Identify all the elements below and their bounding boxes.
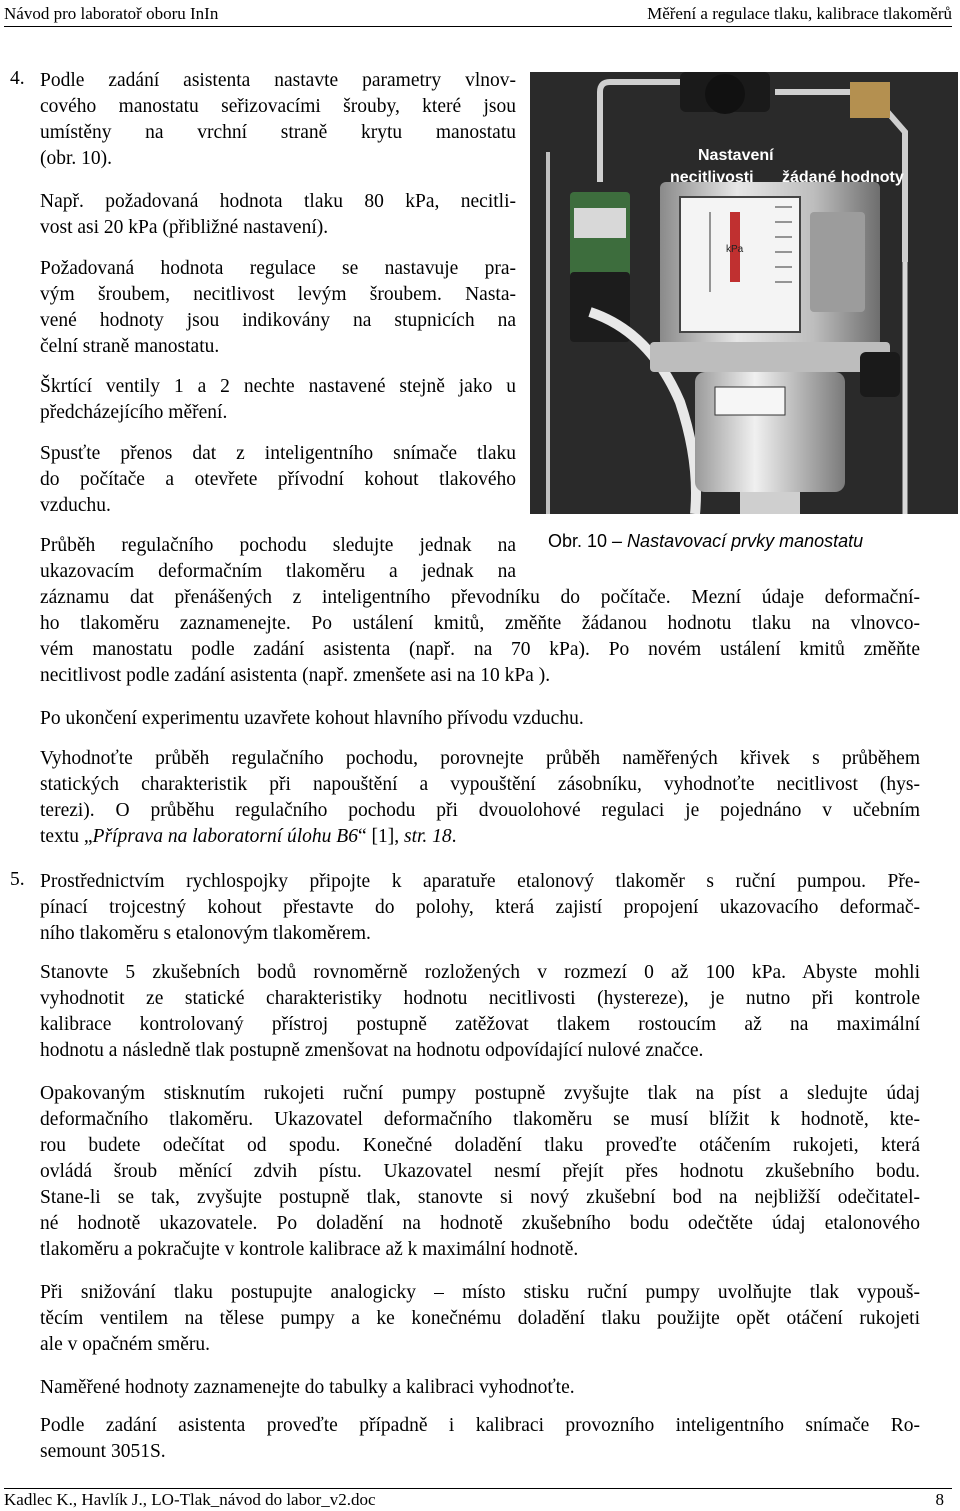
text-line: ovládá šroub měnící zdvih pístu. Ukazovatel nesmí přejít přes hodnotu zkušebního bodu. [40, 1161, 920, 1182]
paragraph-course-wide [40, 585, 920, 689]
text-line: předcházejícího měření. [40, 402, 228, 423]
paragraph-end-experiment: Po ukončení experimentu uzavřete kohout hlavního přívodu vzduchu. [40, 708, 584, 729]
paragraph-intro [40, 68, 516, 172]
header-left: Návod pro laboratoř oboru InIn [4, 4, 219, 23]
gauge-unit: kPa [726, 244, 744, 255]
figure-label-setting: Nastavení [698, 147, 774, 164]
footer-document: Kadlec K., Havlík J., LO-Tlak_návod do labor_v2.doc [4, 1490, 376, 1509]
paragraph-valves [40, 374, 516, 426]
text-line: záznamu dat přenášených z inteligentního převodníku do počítače. Mezní údaje deformační- [40, 587, 920, 608]
text-line: Průběh regulačního pochodu sledujte jednak na [40, 535, 516, 556]
paragraph-test-points [40, 960, 920, 1064]
caption-number: Obr. 10 [548, 531, 608, 551]
text-line: rou budete odečítat od spodu. Konečné doladění tlaku proveďte otáčením rukojeti, která [40, 1135, 920, 1156]
text-line: umístěny na vrchní straně krytu manostatu [40, 122, 516, 143]
text-line: né hodnotě ukazovatele. Po doladění na hodnotě zkušebního bodu odečtěte údaj etalonového [40, 1213, 920, 1234]
manostat-illustration [530, 72, 958, 514]
paragraph-evaluate [40, 746, 920, 850]
text-line: vené hodnoty jsou indikovány na stupnicích na [40, 310, 516, 331]
text-line: hodnotu a následně tlak postupně zmenšovat na hodnotu odpovídající nulové značce. [40, 1040, 704, 1061]
figure-caption [548, 529, 958, 553]
text-line: vost asi 20 kPa (přibližné nastavení). [40, 217, 329, 238]
paragraph-connect [40, 869, 920, 947]
text-line: kalibrace kontrolovaný přístroj postupně zatěžovat tlakem rostoucím až na maximální [40, 1014, 920, 1035]
section-number-4: 4. [10, 68, 25, 89]
text-line: cového manostatu seřizovacími šrouby, které jsou [40, 96, 516, 117]
paragraph-record: Naměřené hodnoty zaznamenejte do tabulky a kalibraci vyhodnoťte. [40, 1377, 575, 1398]
text-line: ale v opačném směru. [40, 1334, 211, 1355]
text-line: pínací trojcestný kohout přestavte do polohy, která zajistí propojení ukazovacího deformač- [40, 897, 920, 918]
text-line: vým šroubem, necitlivost levým šroubem. Nasta- [40, 284, 516, 305]
text-line: Stane-li se tak, zvyšujte postupně tlak, stanovte si nový zkušební bod na nejbližší odečitatel- [40, 1187, 920, 1208]
manostat-photo [530, 72, 958, 514]
text-line: Škrtící ventily 1 a 2 nechte nastavené stejně jako u [40, 376, 516, 397]
text-line: necitlivost podle zadání asistenta (např. zmenšete asi na 10 kPa ). [40, 665, 551, 686]
page-footer [4, 1488, 952, 1511]
text-line: čelní straně manostatu. [40, 336, 220, 357]
paragraph-pump [40, 1081, 920, 1263]
header-right: Měření a regulace tlaku, kalibrace tlakoměrů [647, 4, 952, 23]
paragraph-transfer [40, 441, 516, 519]
text-line: Při snižování tlaku postupujte analogicky – místo stisku ruční pumpy uvolňujte tlak vypouš- [40, 1282, 920, 1303]
text-line [40, 824, 920, 850]
text-fragment: textu „ [40, 826, 93, 847]
caption-text: – Nastavovací prvky manostatu [607, 531, 864, 551]
text-line: ho tlakoměru zaznamenejte. Po ustálení kmitů, změňte žádanou hodnotu tlaku na vlnovco- [40, 613, 920, 634]
page-header [4, 0, 952, 27]
text-fragment: . [451, 826, 457, 847]
paragraph-example [40, 189, 516, 241]
text-fragment: “ [1], [357, 826, 404, 847]
text-line: statických charakteristik při napouštění a vypouštění zásobníku, vyhodnoťte necitlivost (hys- [40, 774, 920, 795]
text-line: vzduchu. [40, 495, 111, 516]
text-line: deformačního tlakoměru. Ukazovatel deformačního tlakoměru se musí blížit k hodnotě, kte- [40, 1109, 920, 1130]
paragraph-rosemount [40, 1413, 920, 1465]
text-line: těcím ventilem na tělese pumpy a ke konečnému doladění tlaku použijte opět otáčení rukojeti [40, 1308, 920, 1329]
paragraph-decrease [40, 1280, 920, 1358]
text-line: Prostřednictvím rychlospojky připojte k aparatuře etalonový tlakoměr s ruční pumpou. Pře- [40, 871, 920, 892]
text-line: Podle zadání asistenta proveďte případně i kalibraci provozního inteligentního snímače Ro- [40, 1415, 920, 1436]
text-line: vyhodnotit ze statické charakteristiky hodnotu necitlivosti (hystereze), je nutno při kontrole [40, 988, 920, 1009]
text-line: Např. požadovaná hodnota tlaku 80 kPa, necitli- [40, 191, 516, 212]
text-line: do počítače a otevřete přívodní kohout tlakového [40, 469, 516, 490]
text-line: Opakovaným stisknutím rukojeti ruční pumpy postupně zvyšujte tlak na píst a sledujte údaj [40, 1083, 920, 1104]
text-line: Podle zadání asistenta nastavte parametry vlnov- [40, 70, 516, 91]
reference-page: str. 18 [403, 826, 452, 847]
text-line: ukazovacím deformačním tlakoměru a jednak na [40, 561, 516, 582]
reference-title: Příprava na laboratorní úlohu B6 [92, 826, 358, 847]
text-line: (obr. 10). [40, 148, 113, 169]
figure-label-insensitivity: necitlivosti [670, 169, 754, 186]
text-line: vém manostatu podle zadání asistenta (např. na 70 kPa). Po novém ustálení kmitů změňte [40, 639, 920, 660]
section-number-5: 5. [10, 869, 25, 890]
paragraph-course-narrow [40, 533, 516, 585]
text-line: Požadovaná hodnota regulace se nastavuje pra- [40, 258, 516, 279]
text-line: ního tlakoměru s etalonovým tlakoměrem. [40, 923, 371, 944]
page-number: 8 [935, 1490, 944, 1509]
text-line: Stanovte 5 zkušebních bodů rovnoměrně rozložených v rozmezí 0 až 100 kPa. Abyste mohli [40, 962, 920, 983]
text-line: Spusťte přenos dat z inteligentního snímače tlaku [40, 443, 516, 464]
text-line: Vyhodnoťte průběh regulačního pochodu, porovnejte průběh naměřených křivek s průběhem [40, 748, 920, 769]
paragraph-regulation [40, 256, 516, 360]
figure-label-setpoint: žádané hodnoty [782, 169, 904, 186]
text-line: tlakoměru a pokračujte v kontrole kalibrace až k maximální hodnotě. [40, 1239, 579, 1260]
text-line: terezi). O průběhu regulačního pochodu při dvouolohové regulaci je pojednáno v učebním [40, 800, 920, 821]
text-line: semount 3051S. [40, 1441, 166, 1462]
